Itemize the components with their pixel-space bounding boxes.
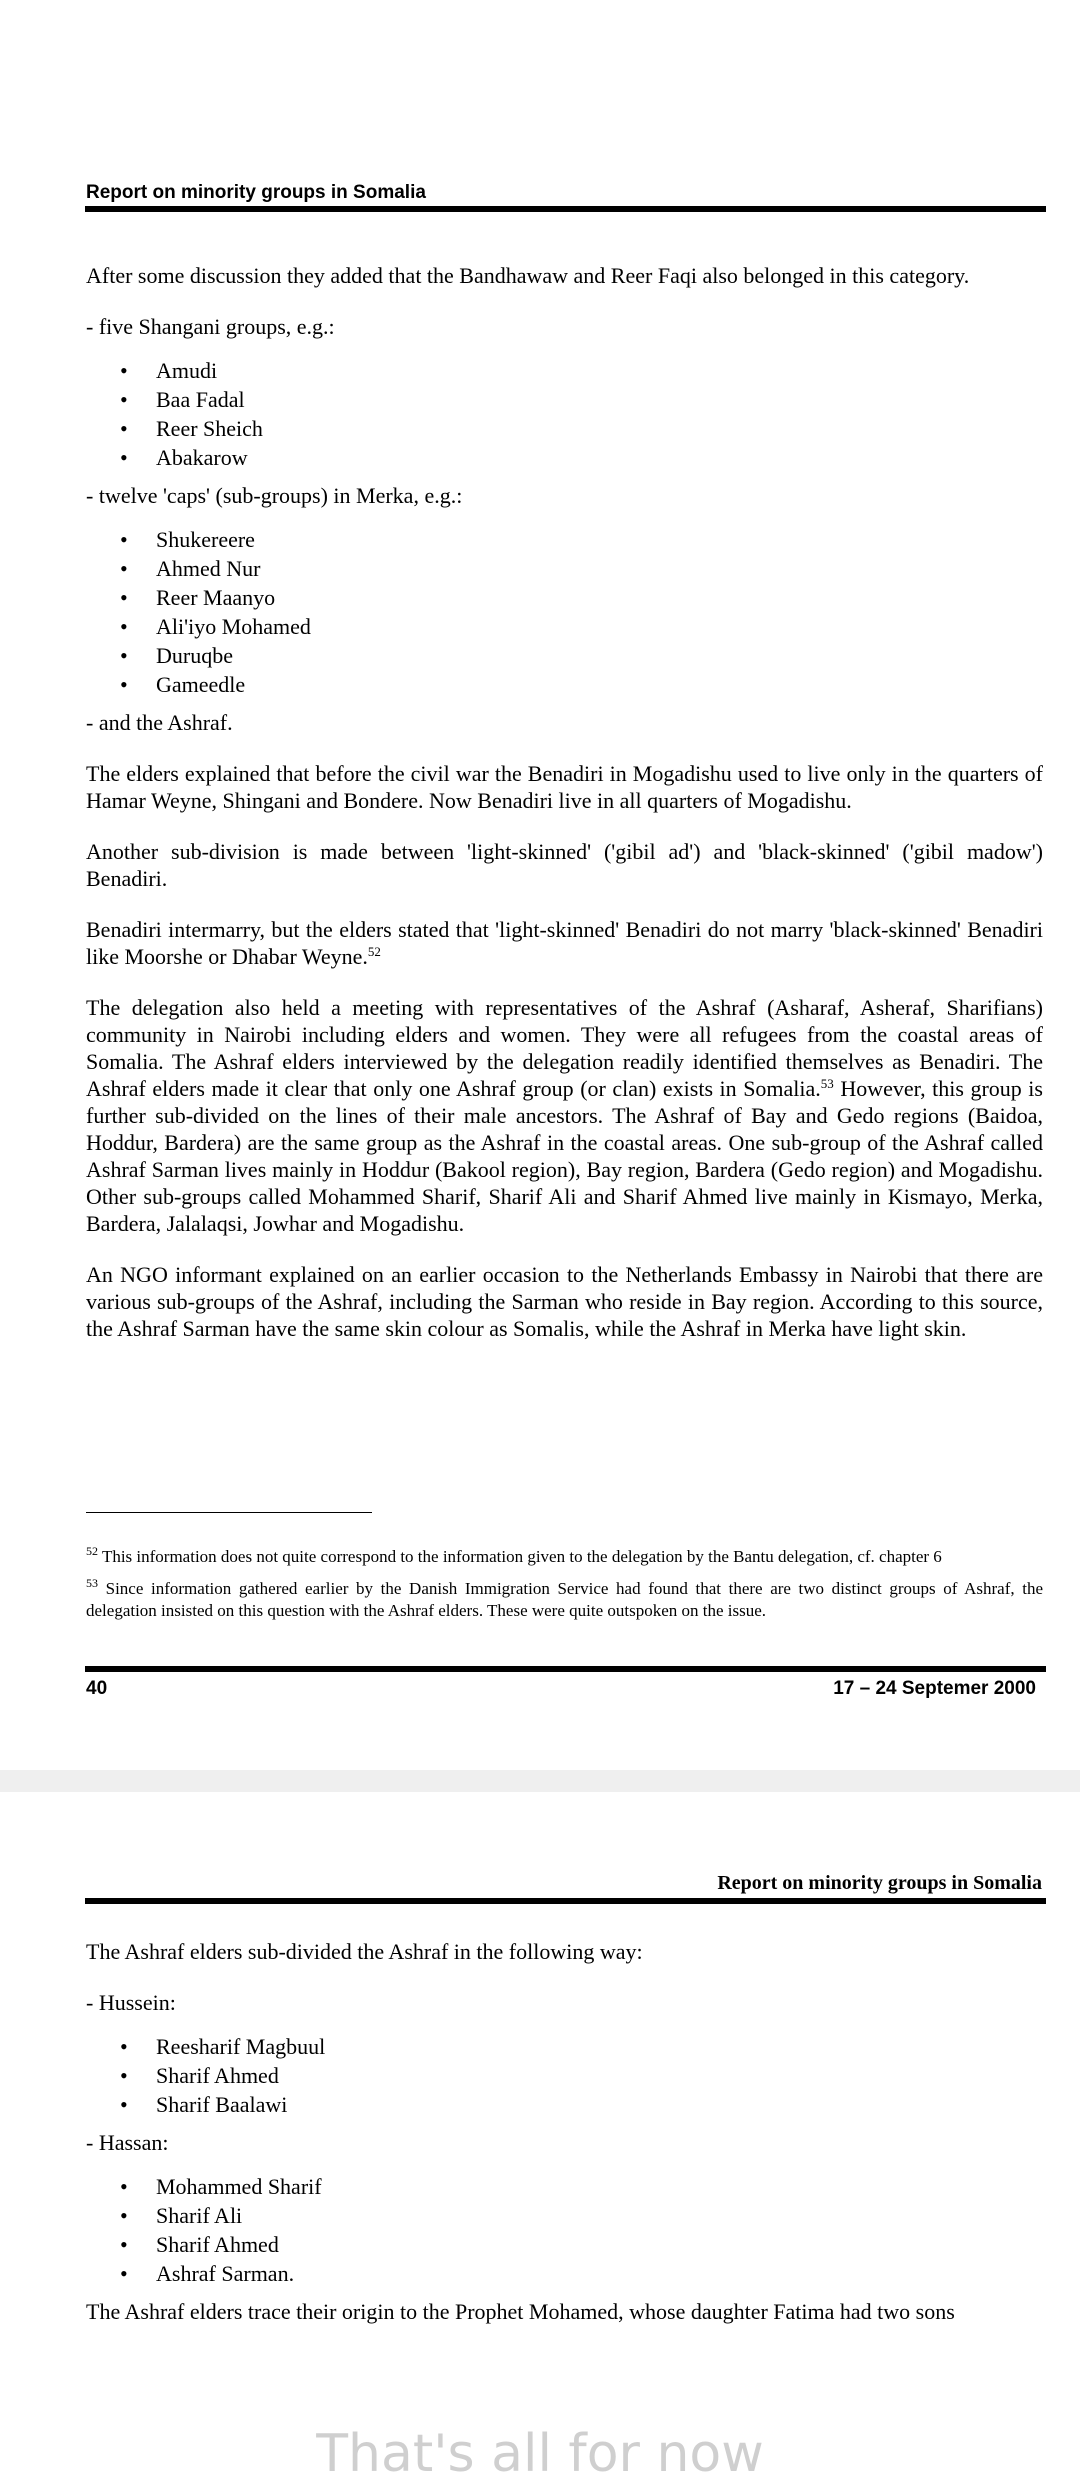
- document-page-41: [0, 1792, 1080, 2460]
- list-item: • Reer Sheich: [156, 414, 1043, 443]
- list-item: • Duruqbe: [156, 641, 1043, 670]
- hassan-list: [86, 2172, 1043, 2288]
- shangani-intro: - five Shangani groups, e.g.:: [86, 314, 335, 339]
- delegation-text-a: The delegation also held a meeting with representatives of the Ashraf (Asharaf, Asheraf, Sharifians) community in Nairobi including elders and women. They were all refugees from the coastal areas of Somalia. The Ashraf elders interviewed by the delegation readily identified themselves as Benadiri. The Ashraf elders made it clear that only one Ashraf group (or clan) exists in Somalia.: [86, 995, 1043, 1101]
- footer-date: 17 – 24 Septemer 2000: [833, 1678, 1036, 1699]
- list-item: • Sharif Ahmed: [156, 2230, 1043, 2259]
- footnote-ref-52[interactable]: 52: [367, 944, 381, 959]
- page2-body: [86, 1938, 1043, 2349]
- page-header-title: Report on minority groups in Somalia: [86, 182, 426, 203]
- delegation-text-b: However, this group is further sub-divided on the lines of their male ancestors. The Ashraf of Bay and Gedo regions (Baidoa, Hoddur, Bardera) are the same group as the Ashraf in the coastal areas. One sub-group of the Ashraf called Ashraf Sarman lives mainly in Hoddur (Bakool region), Bay region, Bardera (Gedo region) and Mogadishu. Other sub-groups called Mohammed Sharif, Sharif Ali and Sharif Ahmed live mainly in Kismayo, Merka, Bardera, Jalalaqsi, Jowhar and Mogadishu.: [86, 1076, 1043, 1236]
- ashraf-subdivision-intro: The Ashraf elders sub-divided the Ashraf in the following way:: [86, 1939, 643, 1964]
- list-item: • Sharif Ali: [156, 2201, 1043, 2230]
- list-item: • Ali'iyo Mohamed: [156, 612, 1043, 641]
- merka-list: [86, 525, 1043, 699]
- paragraph-civil-war: The elders explained that before the civil war the Benadiri in Mogadishu used to live only in the quarters of Hamar Weyne, Shingani and Bondere. Now Benadiri live in all quarters of Mogadishu.: [86, 761, 1043, 813]
- footnote-52-number: 52: [86, 1544, 98, 1558]
- footnote-52: [86, 1546, 1043, 1568]
- page1-body: [86, 262, 1043, 1366]
- footnote-53-number: 53: [86, 1576, 98, 1590]
- footnote-53-text: Since information gathered earlier by the Danish Immigration Service had found that there are two distinct groups of Ashraf, the delegation insisted on this question with the Ashraf elders. These were quite outspoken on the issue.: [86, 1579, 1043, 1620]
- list-item: • Abakarow: [156, 443, 1043, 472]
- hassan-label: - Hassan:: [86, 2130, 169, 2155]
- list-item: • Baa Fadal: [156, 385, 1043, 414]
- merka-intro: - twelve 'caps' (sub-groups) in Merka, e.g.:: [86, 483, 463, 508]
- origin-paragraph: The Ashraf elders trace their origin to the Prophet Mohamed, whose daughter Fatima had two sons: [86, 2299, 955, 2324]
- list-item: • Gameedle: [156, 670, 1043, 699]
- header-rule: [85, 206, 1046, 212]
- intermarry-text: Benadiri intermarry, but the elders stated that 'light-skinned' Benadiri do not marry 'black-skinned' Benadiri like Moorshe or Dhabar Weyne.: [86, 917, 1043, 969]
- header-rule: [85, 1898, 1046, 1904]
- footnote-53: [86, 1578, 1043, 1622]
- shangani-list: [86, 356, 1043, 472]
- footnote-ref-53[interactable]: 53: [820, 1076, 834, 1091]
- hussein-label: - Hussein:: [86, 1990, 176, 2015]
- paragraph-subdivision: Another sub-division is made between 'light-skinned' ('gibil ad') and 'black-skinned' ('gibil madow') Benadiri.: [86, 839, 1043, 891]
- paragraph-delegation: [86, 994, 1043, 1237]
- footer-page-number: 40: [86, 1678, 108, 1699]
- footer-rule: [85, 1666, 1046, 1672]
- paragraph-intermarry: [86, 916, 1043, 970]
- page-header-title: Report on minority groups in Somalia: [717, 1872, 1042, 1894]
- footnote-52-text: This information does not quite correspond to the information given to the delegation by the Bantu delegation, cf. chapter 6: [98, 1547, 942, 1566]
- list-item: • Sharif Baalawi: [156, 2090, 1043, 2119]
- list-item: • Sharif Ahmed: [156, 2061, 1043, 2090]
- footnotes: [86, 1546, 1043, 1632]
- end-of-content-banner: That's all for now: [316, 2424, 764, 2484]
- page-gap: [0, 1770, 1080, 1792]
- paragraph-ngo: An NGO informant explained on an earlier occasion to the Netherlands Embassy in Nairobi that there are various sub-groups of the Ashraf, including the Sarman who reside in Bay region. According to this source, the Ashraf Sarman have the same skin colour as Somalis, while the Ashraf in Merka have light skin.: [86, 1262, 1043, 1341]
- list-item: • Mohammed Sharif: [156, 2172, 1043, 2201]
- hussein-list: [86, 2032, 1043, 2119]
- footnote-separator: [86, 1512, 372, 1513]
- paragraph-bandhawaw: After some discussion they added that the Bandhawaw and Reer Faqi also belonged in this category.: [86, 263, 970, 288]
- list-item: • Amudi: [156, 356, 1043, 385]
- list-item: • Reesharif Magbuul: [156, 2032, 1043, 2061]
- list-item: • Shukereere: [156, 525, 1043, 554]
- list-item: • Ahmed Nur: [156, 554, 1043, 583]
- ashraf-line: - and the Ashraf.: [86, 710, 233, 735]
- list-item: • Reer Maanyo: [156, 583, 1043, 612]
- list-item: • Ashraf Sarman.: [156, 2259, 1043, 2288]
